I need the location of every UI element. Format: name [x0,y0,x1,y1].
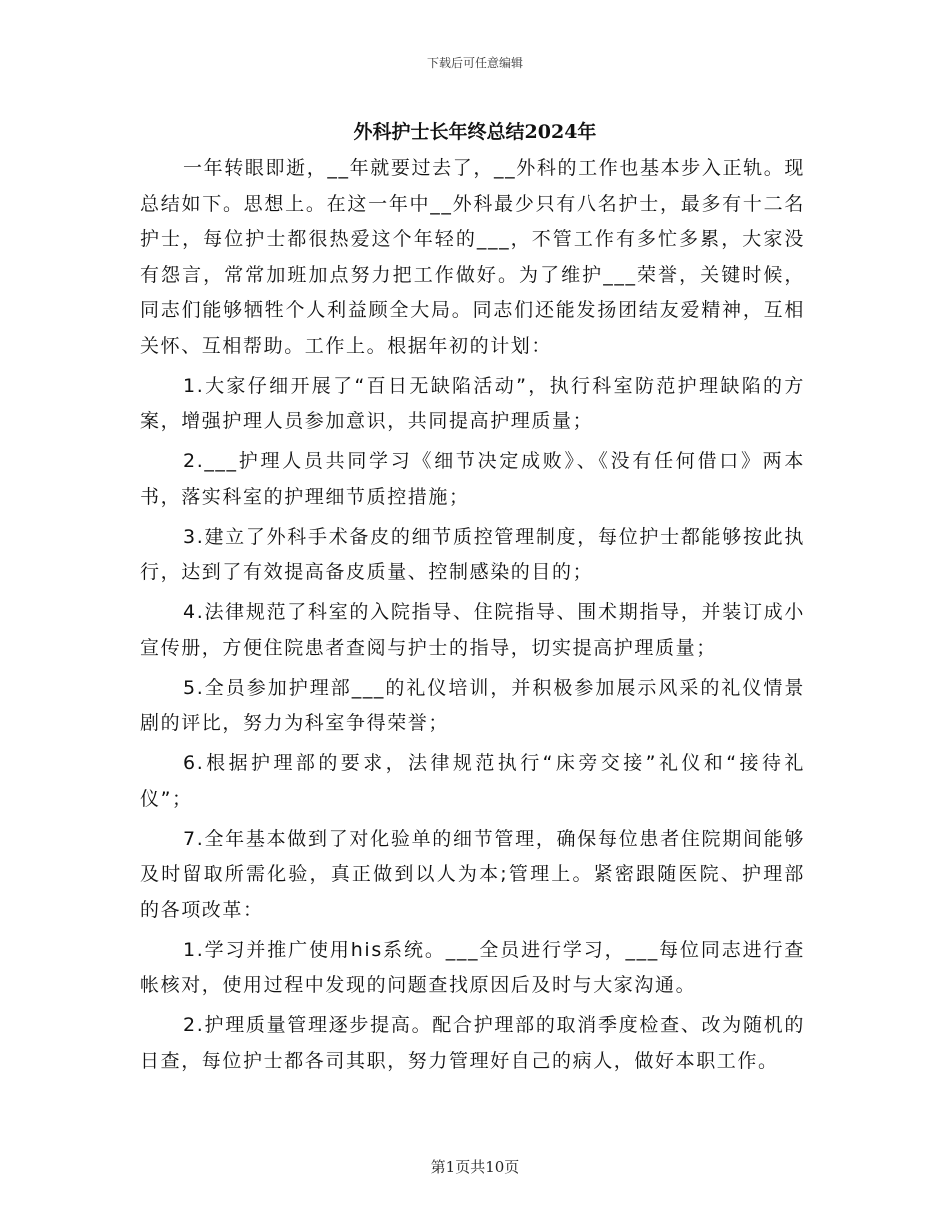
body-paragraph-item-6: 6.根据护理部的要求，法律规范执行“床旁交接”礼仪和“接待礼仪”； [140,752,805,810]
body-paragraph-intro: 一年转眼即逝，__年就要过去了，__外科的工作也基本步入正轨。现总结如下。思想上。在这一年中__外科最少只有八名护士，最多有十二名护士，每位护士都很热爱这个年轻的___，不管工作有多忙多累，大家没有怨言，常常加班加点努力把工作做好。为了维护___荣誉，关键时候，同志们能够牺牲个人利益顾全大局。同志们还能发扬团结友爱精神，互相关怀、互相帮助。工作上。根据年初的计划： [140,157,805,357]
body-paragraph-reform-2: 2.护理质量管理逐步提高。配合护理部的取消季度检查、改为随机的日查，每位护士都各司其职，努力管理好自己的病人，做好本职工作。 [140,1014,805,1072]
header-note: 下载后可任意编辑 [426,56,523,70]
body-paragraph-item-7: 7.全年基本做到了对化验单的细节管理，确保每位患者住院期间能够及时留取所需化验，真正做到以人为本;管理上。紧密跟随医院、护理部的各项改革： [140,827,805,921]
body-paragraph-item-2: 2.___护理人员共同学习《细节决定成败》、《没有任何借口》两本书，落实科室的护理细节质控措施； [140,450,805,508]
body-paragraph-item-1: 1.大家仔细开展了“百日无缺陷活动”，执行科室防范护理缺陷的方案，增强护理人员参加意识，共同提高护理质量； [140,374,805,432]
body-paragraph-reform-1: 1.学习并推广使用his系统。___全员进行学习，___每位同志进行查帐核对，使用过程中发现的问题查找原因后及时与大家沟通。 [140,938,805,996]
body-paragraph-item-3: 3.建立了外科手术备皮的细节质控管理制度，每位护士都能够按此执行，达到了有效提高备皮质量、控制感染的目的； [140,525,805,583]
document-body [140,151,805,1084]
body-paragraph-item-5: 5.全员参加护理部___的礼仪培训，并积极参加展示风采的礼仪情景剧的评比，努力为科室争得荣誉； [140,676,805,734]
document-title: 外科护士长年终总结2024年 [353,121,597,143]
body-paragraph-item-4: 4.法律规范了科室的入院指导、住院指导、围术期指导，并装订成小宣传册，方便住院患者查阅与护士的指导，切实提高护理质量； [140,601,805,659]
page-indicator: 第1页共10页 [430,1158,520,1176]
